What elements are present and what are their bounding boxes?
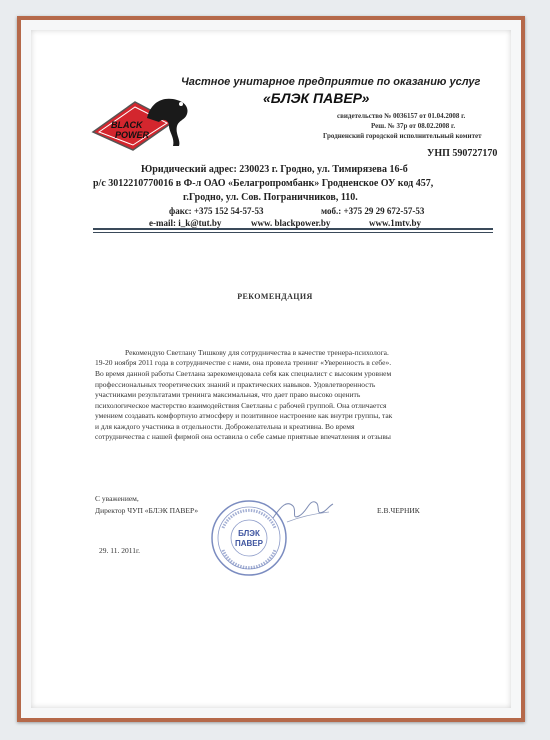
body-line: сотрудничества с нашей фирмой она оставила о себе самые приятные впечатления и отзывы xyxy=(95,432,391,441)
signer-name: Е.В.ЧЕРНИК xyxy=(377,506,420,515)
body-line: 19-20 ноября 2011 года в сотрудничестве с нами, она провела тренинг «Уверенность в себе». xyxy=(95,358,392,367)
document-sheet xyxy=(31,30,511,708)
body-line: и для каждого участника в отдельности. Доброжелательна и креативна. Во время xyxy=(95,422,355,431)
body-line: Рекомендую Светлану Тишкову для сотрудничества в качестве тренера-психолога. xyxy=(125,348,389,357)
website-blackpower: www. blackpower.by xyxy=(251,218,331,228)
registration-authority: Гродненский городской исполнительный комитет xyxy=(323,132,482,140)
document-date: 29. 11. 2011г. xyxy=(99,546,141,555)
bank-account: р/с 3012210770016 в Ф-л ОАО «Белагропромбанк» Гродненское ОУ код 457, xyxy=(93,178,434,189)
body-line: Во время данной работы Светлана зарекомендовала себя как специалист с высоким уровнем xyxy=(95,369,392,378)
fax-number: факс: +375 152 54-57-53 xyxy=(169,206,264,216)
company-type: Частное унитарное предприятие по оказанию услуг xyxy=(181,76,481,88)
stamp-text-top: БЛЭК xyxy=(238,529,260,538)
body-line: профессиональных теоретических знаний и практических навыков. Удовлетворенность xyxy=(95,380,376,389)
document-frame xyxy=(17,16,525,722)
document-title: РЕКОМЕНДАЦИЯ xyxy=(237,292,313,301)
body-line: участниками результатами тренинга максимальная, что дает право высоко оценить xyxy=(95,390,361,399)
signature-graphic xyxy=(267,492,337,528)
body-line: психологическое мастерство взаимодействия Светланы с рабочей группой. Она отличается xyxy=(95,401,387,410)
closing-salutation: С уважением, xyxy=(95,494,139,503)
legal-address: Юридический адрес: 230023 г. Гродно, ул. Тимирязева 16-б xyxy=(141,164,408,175)
signer-title: Директор ЧУП «БЛЭК ПАВЕР» xyxy=(95,506,199,515)
website-1mtv: www.1mtv.by xyxy=(369,218,422,228)
registration-certificate: свидетельство № 0036157 от 01.04.2008 г. xyxy=(337,112,466,120)
header-divider-thin xyxy=(93,232,493,233)
company-name: «БЛЭК ПАВЕР» xyxy=(263,90,370,106)
logo-text-black: BLACK xyxy=(111,120,143,130)
mobile-number: моб.: +375 29 29 672-57-53 xyxy=(321,206,425,216)
bank-address: г.Гродно, ул. Сов. Пограничников, 110. xyxy=(183,192,358,203)
body-line: умением создавать комфортную атмосферу и позитивное настроение как внутри группы, так xyxy=(95,411,393,420)
stamp-text-bottom: ПАВЕР xyxy=(235,539,263,548)
handwritten-signature xyxy=(267,492,337,533)
logo-graphic xyxy=(89,92,201,154)
logo-text-power: POWER xyxy=(115,130,150,140)
unp-number: УНП 590727170 xyxy=(427,148,498,159)
email-address: e-mail: i_k@tut.by xyxy=(149,218,222,228)
header-divider xyxy=(93,228,493,230)
registration-decision: Реш. № 37р от 08.02.2008 г. xyxy=(371,122,456,130)
black-power-logo xyxy=(89,92,201,159)
